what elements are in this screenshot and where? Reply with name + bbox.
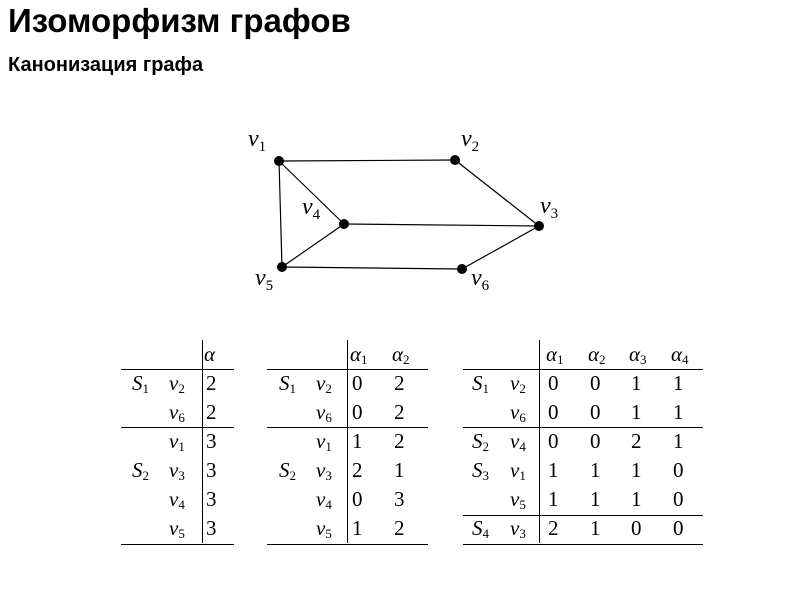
value-cell: 0: [352, 371, 363, 395]
value-cell: 3: [206, 429, 217, 453]
value-cell: 1: [548, 487, 559, 511]
value-cell: 3: [206, 458, 217, 482]
set-label: $S_2$: [472, 429, 489, 454]
table-row: [121, 456, 234, 485]
column-header: $\alpha_2$: [392, 342, 410, 367]
vertex-cell: $v_4$: [510, 429, 526, 454]
vertex-cell: $v_5$: [510, 487, 526, 512]
table-rule: [121, 544, 234, 545]
table-rule: [121, 427, 234, 428]
table-rule: [121, 369, 234, 370]
table-row: [463, 398, 703, 427]
table-rule: [267, 427, 428, 428]
value-cell: 1: [394, 458, 405, 482]
vertex-cell: $v_2$: [510, 371, 526, 396]
vertex-v6: [457, 264, 467, 274]
value-cell: 0: [352, 487, 363, 511]
vertex-cell: $v_5$: [169, 516, 185, 541]
set-label: $S_4$: [472, 516, 489, 541]
vertex-cell: $v_1$: [316, 429, 332, 454]
table-row: [463, 369, 703, 398]
vertex-v5: [277, 262, 287, 272]
edge-v6-v3: [462, 226, 539, 269]
table-divider: [202, 340, 203, 543]
table-header: [121, 340, 234, 369]
table-rule: [463, 369, 703, 370]
value-cell: 0: [548, 429, 559, 453]
vertex-label-v6: $v_6$: [471, 265, 490, 294]
vertex-label-v2: $v_2$: [461, 126, 480, 155]
edge-v1-v5: [279, 161, 282, 267]
table-divider: [539, 340, 540, 543]
value-cell: 0: [631, 516, 642, 540]
table-step-3: [463, 340, 703, 543]
column-header: $\alpha_1$: [350, 342, 368, 367]
value-cell: 2: [394, 516, 405, 540]
set-label: $S_1$: [132, 371, 149, 396]
value-cell: 1: [673, 429, 684, 453]
set-label: $S_1$: [472, 371, 489, 396]
table-step-2: [267, 340, 428, 543]
value-cell: 1: [631, 400, 642, 424]
edge-v5-v6: [282, 267, 462, 269]
edge-v1-v2: [279, 160, 455, 161]
table-rule: [463, 427, 703, 428]
vertex-cell: $v_3$: [510, 516, 526, 541]
value-cell: 1: [631, 458, 642, 482]
vertex-cell: $v_5$: [316, 516, 332, 541]
value-cell: 1: [631, 487, 642, 511]
vertex-label-v3: $v_3$: [540, 193, 559, 222]
table-row: [463, 485, 703, 514]
value-cell: 3: [206, 487, 217, 511]
table-rule: [267, 544, 428, 545]
table-row: [121, 398, 234, 427]
value-cell: 1: [590, 516, 601, 540]
value-cell: 0: [352, 400, 363, 424]
column-header: $\alpha_1$: [546, 342, 564, 367]
set-label: $S_2$: [132, 458, 149, 483]
set-label: $S_2$: [279, 458, 296, 483]
value-cell: 3: [394, 487, 405, 511]
vertex-cell: $v_2$: [169, 371, 185, 396]
column-header: α: [204, 342, 216, 366]
vertex-cell: $v_1$: [169, 429, 185, 454]
value-cell: 0: [673, 458, 684, 482]
value-cell: 1: [673, 371, 684, 395]
page-subtitle: Канонизация графа: [8, 54, 204, 76]
vertex-cell: $v_1$: [510, 458, 526, 483]
vertex-v3: [534, 221, 544, 231]
table-rule: [267, 369, 428, 370]
vertex-label-v5: $v_5$: [255, 265, 274, 294]
vertex-cell: $v_4$: [316, 487, 332, 512]
page-title: Изоморфизм графов: [8, 2, 351, 39]
table-row: [121, 485, 234, 514]
value-cell: 2: [206, 400, 217, 424]
table-row: [463, 456, 703, 485]
value-cell: 1: [631, 371, 642, 395]
set-label: $S_1$: [279, 371, 296, 396]
value-cell: 0: [590, 371, 601, 395]
value-cell: 0: [590, 400, 601, 424]
table-divider: [347, 340, 348, 543]
edge-v4-v5: [282, 224, 344, 267]
value-cell: 1: [673, 400, 684, 424]
value-cell: 2: [548, 516, 559, 540]
table-row: [121, 427, 234, 456]
value-cell: 0: [673, 516, 684, 540]
value-cell: 0: [673, 487, 684, 511]
value-cell: 2: [394, 400, 405, 424]
column-header: $\alpha_4$: [671, 342, 689, 367]
column-header: $\alpha_2$: [588, 342, 606, 367]
value-cell: 0: [548, 400, 559, 424]
table-step-1: [121, 340, 234, 543]
vertex-cell: $v_6$: [316, 400, 332, 425]
table-header: [463, 340, 703, 369]
value-cell: 0: [548, 371, 559, 395]
value-cell: 1: [352, 516, 363, 540]
edge-v2-v3: [455, 160, 539, 226]
set-label: $S_3$: [472, 458, 489, 483]
vertex-cell: $v_6$: [169, 400, 185, 425]
column-header: $\alpha_3$: [629, 342, 647, 367]
table-row: [463, 514, 703, 543]
value-cell: 1: [548, 458, 559, 482]
value-cell: 2: [394, 429, 405, 453]
vertex-v2: [450, 155, 460, 165]
vertex-label-v4: $v_4$: [302, 194, 321, 223]
value-cell: 1: [590, 458, 601, 482]
table-row: [463, 427, 703, 456]
vertex-label-v1: $v_1$: [248, 126, 267, 155]
value-cell: 1: [590, 487, 601, 511]
edge-v4-v3: [344, 224, 539, 226]
value-cell: 2: [394, 371, 405, 395]
table-rule: [463, 544, 703, 545]
table-row: [121, 369, 234, 398]
table-rule: [463, 515, 703, 516]
value-cell: 2: [206, 371, 217, 395]
table-row: [121, 514, 234, 543]
value-cell: 2: [352, 458, 363, 482]
vertex-cell: $v_2$: [316, 371, 332, 396]
vertex-v1: [274, 156, 284, 166]
value-cell: 3: [206, 516, 217, 540]
vertex-cell: $v_6$: [510, 400, 526, 425]
value-cell: 1: [352, 429, 363, 453]
vertex-v4: [339, 219, 349, 229]
vertex-cell: $v_4$: [169, 487, 185, 512]
vertex-cell: $v_3$: [316, 458, 332, 483]
value-cell: 0: [590, 429, 601, 453]
vertex-cell: $v_3$: [169, 458, 185, 483]
value-cell: 2: [631, 429, 642, 453]
